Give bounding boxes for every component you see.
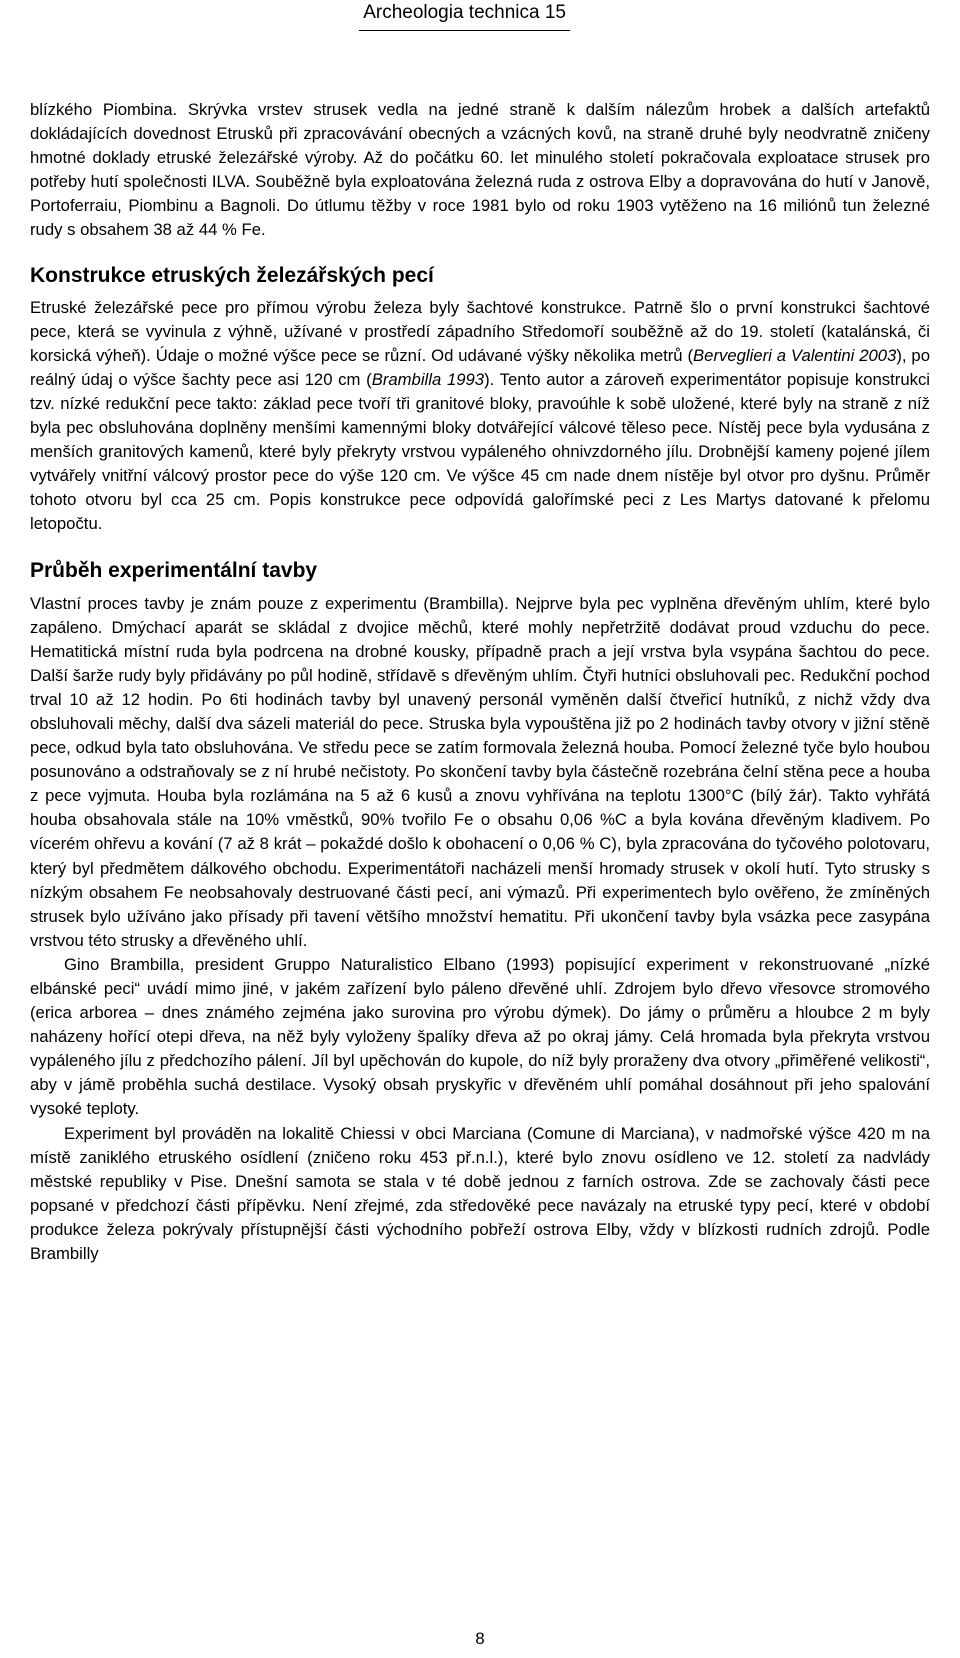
furnace-construction-paragraph xyxy=(30,296,930,537)
smelting-paragraph-3: Experiment byl prováděn na lokalitě Chiessi v obci Marciana (Comune di Marciana), v nadmořské výšce 420 m na místě zaniklého etruského osídlení (zničeno roku 453 př.n.l.), které bylo znovu osídleno ve 12. století za nadvlády městské republiky v Pise. Dnešní samota se stala v té době jednou z farních ostrova. Zde se zachovaly části pece popsané v předchozí části přípěvku. Není zřejmé, zda středověké pece navázaly na etruské typy pecí, které v období produkce železa pokrývaly přístupnější části východního pobřeží ostrova Elby, vždy v blízkosti rudních zdrojů. Podle Brambilly xyxy=(30,1123,930,1264)
text-run: ), po reálný údaj o výšce šachty pece asi 120 cm ( xyxy=(30,345,930,389)
smelting-paragraph-2: Gino Brambilla, president Gruppo Naturalistico Elbano (1993) popisující experiment v rekonstruované „nízké elbánské peci“ uvádí mimo jiné, v jakém zařízení bylo páleno dřevěné uhlí. Zdrojem bylo dřevo vřesovce stromového (erica arborea – dnes známého zejména jako surovina pro výrobu dýmek). Do jámy o průměru a hloubce 2 m byly naházeny hořící otepi dřeva, na něž byly vyloženy špalíky dřeva až po okraj jámy. Celá hromada byla překryta vrstvou vypáleného jílu z předchozího pálení. Jíl byl upěchován do kupole, do níž byly proraženy dva otvory „přiměřené velikosti“, aby v jámě proběhla suchá destilace. Vysoký obsah pryskyřic v dřevěném uhlí pomáhal dosáhnout při jeho spalování vysoké teploty. xyxy=(30,954,930,1119)
document-body xyxy=(30,98,930,1266)
citation: Berveglieri a Valentini 2003 xyxy=(693,345,897,365)
section-heading-furnace-construction: Konstrukce etruských železářských pecí xyxy=(30,263,434,287)
journal-title: Archeologia technica 15 xyxy=(363,2,566,23)
page-number: 8 xyxy=(475,1629,485,1648)
citation: Brambilla 1993 xyxy=(371,369,485,389)
section-heading-experimental-smelting: Průběh experimentální tavby xyxy=(30,558,318,582)
running-header xyxy=(359,0,570,31)
text-run: Etruské železářské pece pro přímou výrobu železa byly šachtové konstrukce. Patrně šlo o první konstrukci šachtové pece, která se vyvinula z výhně, užívané v prostředí západního Středomoří souběžně až do 19. století (katalánská, či korsická výheň). Údaje o možné výšce pece se různí. Od udávané výšky několika metrů ( xyxy=(30,297,930,365)
text-run: ). Tento autor a zároveň experimentátor popisuje konstrukci tzv. nízké redukční pece takto: základ pece tvoří tři granitové bloky, pravoúhle k sobě uložené, které byly na straně z níž byla pec obsluhována doplněny menšími kamennými bloky dotvářející válcové těleso pece. Nístěj pece byla vydusána z menších granitových kamenů, které byly překryty vrstvou vypáleného ohnivzdorného jílu. Drobnější kameny pojené jílem vytvářely vnitřní válcový prostor pece do výše 120 cm. Ve výšce 45 cm nade dnem nístěje byl otvor pro dyšnu. Průměr tohoto otvoru byl cca 25 cm. Popis konstrukce pece odpovídá galořímské peci z Les Martys datované k přelomu letopočtu. xyxy=(30,369,931,534)
smelting-paragraph-1: Vlastní proces tavby je znám pouze z experimentu (Brambilla). Nejprve byla pec vyplněna dřevěným uhlím, které bylo zapáleno. Dmýchací aparát se skládal z dvojice měchů, které mohly nepřetržitě dodávat proud vzduchu do pece. Hematitická místní ruda byla podrcena na drobné kousky, případně prach a její vrstva byla vsypána šachtou do pece. Další šarže rudy byly přidávány po půl hodině, střídavě s dřevěným uhlím. Čtyři hutníci obsluhovali pec. Redukční pochod trval 10 až 12 hodin. Po 6ti hodinách tavby byl unavený personál vyměněn další čtveřicí hutníků, z nichž vždy dva obsluhovali měchy, další dva sázeli materiál do pece. Struska byla vypouštěna již po 2 hodinách tavby otvory v jižní stěně pece, odkud byla tato obsluhována. Ve středu pece se zatím formovala železná houba. Pomocí železné tyče bylo houbou posunováno a odstraňovaly se z ní hrubé nečistoty. Po skončení tavby byla částečně rozebrána čelní stěna pece a houba z pece vyjmuta. Houba byla rozlámána na 5 až 6 kusů a znovu vyhřívána na teplotu 1300°C (bílý žár). Takto vyhřátá houba obsahovala stále na 10% vměstků, 90% tvořilo Fe o obsahu 0,06 %C a byla kována dřevěným kladivem. Po vícerém ohřevu a kování (7 až 8 krát – pokaždé došlo k obohacení o 0,06 % C), byla zpracována do tyčového polotovaru, který byl předmětem dálkového obchodu. Experimentátoři nacházeli menší hromady strusek v okolí hutí. Tyto strusky s nízkým obsahem Fe neobsahovaly destruované části pecí, ani výmazů. Při experimentech bylo ověřeno, že zmíněných strusek bylo užíváno jako přísady při tavení většího množství hematitu. Při ukončení tavby byla vsázka pece zasypána vrstvou této strusky a dřevěného uhlí. xyxy=(30,593,930,950)
intro-paragraph: blízkého Piombina. Skrývka vrstev strusek vedla na jedné straně k dalším nálezům hrobek a dalších artefaktů dokládajících dovednost Etrusků při zpracovávání obecných a vzácných kovů, na straně druhé byly neodvratně zničeny hmotné doklady etruské železářské výroby. Až do počátku 60. let minulého století pokračovala exploatace strusek pro potřeby hutí společnosti ILVA. Souběžně byla exploatována železná ruda z ostrova Elby a dopravována do hutí v Janově, Portoferraiu, Piombinu a Bagnoli. Do útlumu těžby v roce 1981 bylo od roku 1903 vytěženo na 16 miliónů tun železné rudy s obsahem 38 až 44 % Fe. xyxy=(30,100,930,240)
